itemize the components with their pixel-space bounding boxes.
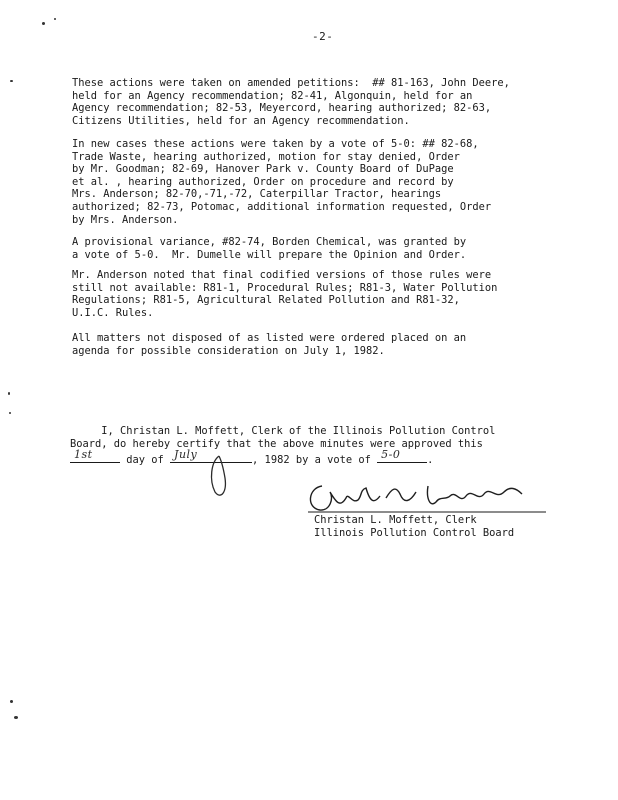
signer-block — [314, 514, 514, 540]
clerk-signature — [300, 478, 550, 518]
vote-blank — [377, 447, 427, 463]
day-of-text: day of — [120, 453, 171, 466]
paragraph-provisional-variance: A provisional variance, #82-74, Borden Chemical, was granted by a vote of 5-0. Mr. Dumelle will prepare the Opinion and Order. — [72, 236, 467, 261]
certification-line-1: I, Christan L. Moffett, Clerk of the Illinois Pollution Control — [70, 425, 496, 437]
scan-speck — [10, 700, 13, 703]
scan-speck — [8, 392, 10, 395]
scan-speck — [42, 22, 45, 25]
page-number: -2- — [312, 30, 334, 43]
day-blank — [70, 447, 120, 463]
scan-speck — [54, 18, 56, 20]
paragraph-new-cases: In new cases these actions were taken by a vote of 5-0: ## 82-68, Trade Waste, hearing authorized, motion for stay denied, Order by Mr. Goodman; 82-69, Hanover Park v. County Board of DuPage et al. , hearing authorized, Order on procedure and record by Mrs. Anderson; 82-70,-71,-72, Caterpillar Tractor, hearings authorized; 82-73, Potomac, additional information requested, Order by Mrs. Anderson. — [72, 138, 492, 226]
signer-name: Christan L. Moffett, Clerk — [314, 514, 477, 526]
paragraph-amended-petitions: These actions were taken on amended petitions: ## 81-163, John Deere, held for an Agency recommendation; 82-41, Algonquin, held for an Agency recommendation; 82-53, Meyercord, hearing authorized; 82-63, Citizens Utilities, held for an Agency recommendation. — [72, 77, 510, 127]
handwritten-paraph-mark — [205, 452, 235, 502]
clerk-certification — [70, 425, 590, 466]
scan-speck — [14, 716, 18, 719]
month-handwritten: July — [174, 447, 198, 461]
scan-speck — [9, 412, 11, 414]
certification-line-3 — [70, 447, 590, 467]
signer-organization: Illinois Pollution Control Board — [314, 526, 515, 539]
vote-handwritten: 5-0 — [381, 447, 401, 461]
paragraph-matters-not-disposed: All matters not disposed of as listed were ordered placed on an agenda for possible consideration on July 1, 1982. — [72, 332, 467, 357]
year-vote-text: , 1982 by a vote of — [252, 453, 378, 466]
day-handwritten: 1st — [74, 447, 93, 461]
certification-line-2: Board, do hereby certify that the above minutes were approved this — [70, 437, 483, 450]
paragraph-codified-rules: Mr. Anderson noted that final codified versions of those rules were still not available: R81-1, Procedural Rules; R81-3, Water Pollution Regulations; R81-5, Agricultural Related Pollution and R81-32, U.I.C. Rules. — [72, 269, 498, 319]
certification-end: . — [427, 453, 434, 466]
scan-speck — [10, 80, 13, 82]
